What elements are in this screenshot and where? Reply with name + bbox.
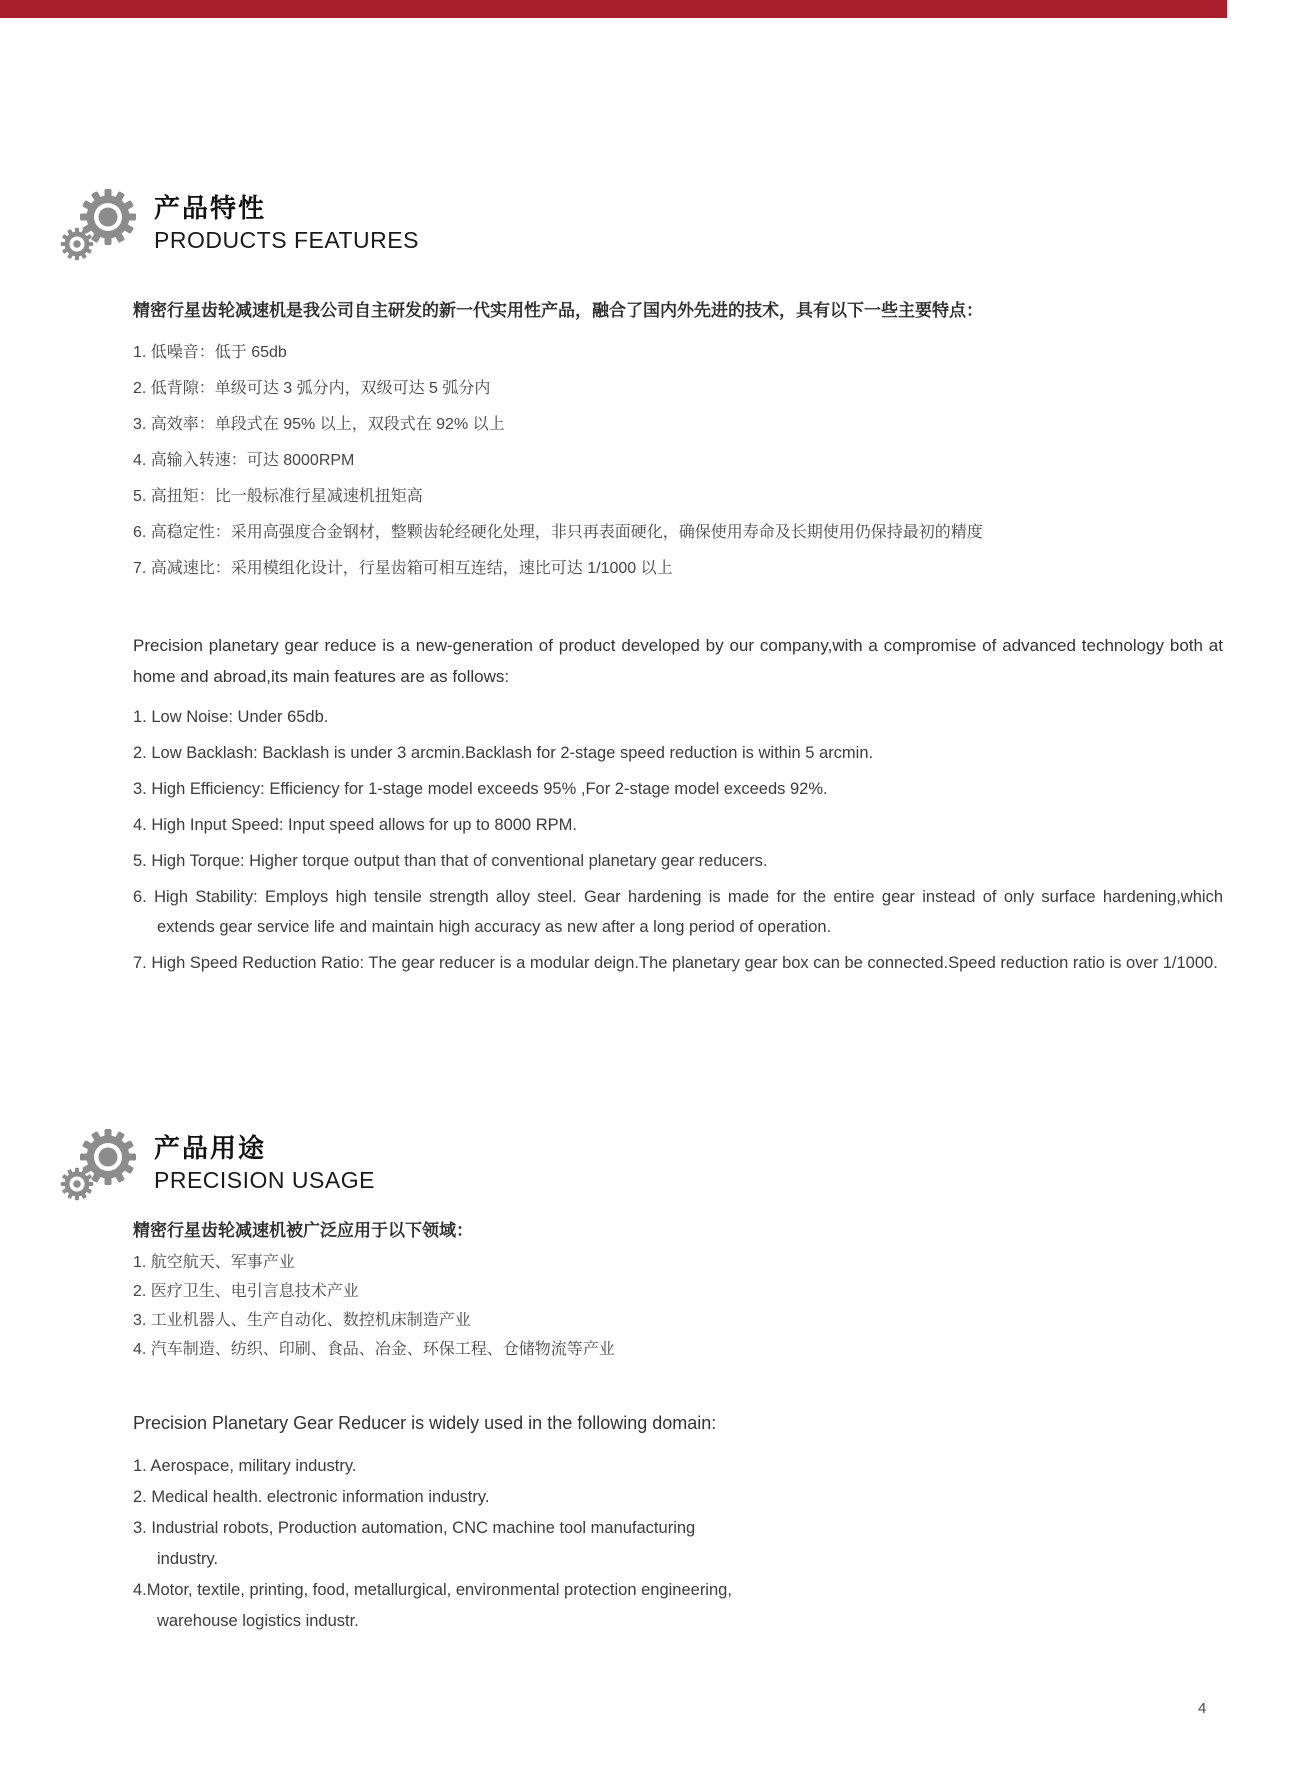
- list-item: 1. Aerospace, military industry.: [133, 1457, 357, 1475]
- usage-list-en: [133, 1451, 753, 1637]
- list-item: 7. High Speed Reduction Ratio: The gear reducer is a modular deign.The planetary gear box can be connected.Speed reduction ratio is over 1/1000.: [133, 954, 1218, 972]
- features-en-block: [133, 630, 1223, 984]
- list-item: 6. High Stability: Employs high tensile strength alloy steel. Gear hardening is made for the entire gear instead of only surface hardening,which extends gear service life and maintain high accuracy as new after a long period of operation.: [133, 888, 1223, 936]
- usage-intro-zh: 精密行星齿轮减速机被广泛应用于以下领域：: [133, 1221, 473, 1240]
- list-item: 4. High Input Speed: Input speed allows for up to 8000 RPM.: [133, 816, 577, 834]
- features-intro-en: Precision planetary gear reduce is a new-generation of product developed by our company,with a compromise of advanced technology both at home and abroad,its main features are as follows:: [133, 636, 1223, 686]
- list-item: 2. Low Backlash: Backlash is under 3 arcmin.Backlash for 2-stage speed reduction is within 5 arcmin.: [133, 744, 874, 762]
- list-item: 2. Medical health. electronic information industry.: [133, 1488, 490, 1506]
- list-item: 1. 航空航天、军事产业: [133, 1254, 295, 1271]
- features-zh-block: [133, 300, 983, 595]
- list-item: 3. Industrial robots, Production automation, CNC machine tool manufacturing industry.: [133, 1519, 696, 1568]
- list-item: 4. 汽车制造、纺织、印刷、食品、冶金、环保工程、仓储物流等产业: [133, 1341, 615, 1358]
- list-item: 3. High Efficiency: Efficiency for 1-stage model exceeds 95% ,For 2-stage model exceeds 92%.: [133, 780, 828, 798]
- top-accent-bar: [0, 0, 1227, 18]
- usage-en-block: [133, 1408, 753, 1637]
- features-list-zh: [133, 343, 983, 578]
- features-list-en: [133, 702, 1223, 978]
- list-item: 5. 高扭矩：比一般标准行星减速机扭矩高: [133, 488, 423, 505]
- list-item: 3. 工业机器人、生产自动化、数控机床制造产业: [133, 1312, 471, 1329]
- section-features-header: [60, 186, 419, 264]
- features-title-zh: 产品特性: [154, 193, 267, 223]
- list-item: 4.Motor, textile, printing, food, metallurgical, environmental protection engineering, warehouse logistics industr.: [133, 1581, 732, 1630]
- list-item: 2. 医疗卫生、电引言息技术产业: [133, 1283, 359, 1300]
- page-number: 4: [1198, 1700, 1207, 1717]
- list-item: 3. 高效率：单段式在 95% 以上，双段式在 92% 以上: [133, 416, 505, 433]
- usage-intro-en: Precision Planetary Gear Reducer is widely used in the following domain:: [133, 1413, 717, 1433]
- features-title-en: PRODUCTS FEATURES: [154, 227, 419, 253]
- gears-icon: [60, 186, 140, 264]
- list-item: 6. 高稳定性：采用高强度合金钢材，整颗齿轮经硬化处理，非只再表面硬化，确保使用寿命及长期使用仍保持最初的精度: [133, 524, 983, 541]
- usage-title-zh: 产品用途: [154, 1133, 267, 1163]
- usage-title-en: PRECISION USAGE: [154, 1167, 375, 1193]
- usage-list-zh: [133, 1253, 615, 1359]
- list-item: 1. 低噪音：低于 65db: [133, 344, 287, 361]
- list-item: 1. Low Noise: Under 65db.: [133, 708, 329, 726]
- usage-zh-block: [133, 1220, 615, 1369]
- features-intro-zh: 精密行星齿轮减速机是我公司自主研发的新一代实用性产品，融合了国内外先进的技术，具有以下一些主要特点：: [133, 301, 983, 320]
- list-item: 7. 高减速比：采用模组化设计，行星齿箱可相互连结，速比可达 1/1000 以上: [133, 560, 673, 577]
- list-item: 2. 低背隙：单级可达 3 弧分内，双级可达 5 弧分内: [133, 380, 491, 397]
- gears-icon: [60, 1126, 140, 1204]
- list-item: 5. High Torque: Higher torque output than that of conventional planetary gear reducers.: [133, 852, 768, 870]
- section-usage-header: [60, 1126, 375, 1204]
- list-item: 4. 高输入转速：可达 8000RPM: [133, 452, 355, 469]
